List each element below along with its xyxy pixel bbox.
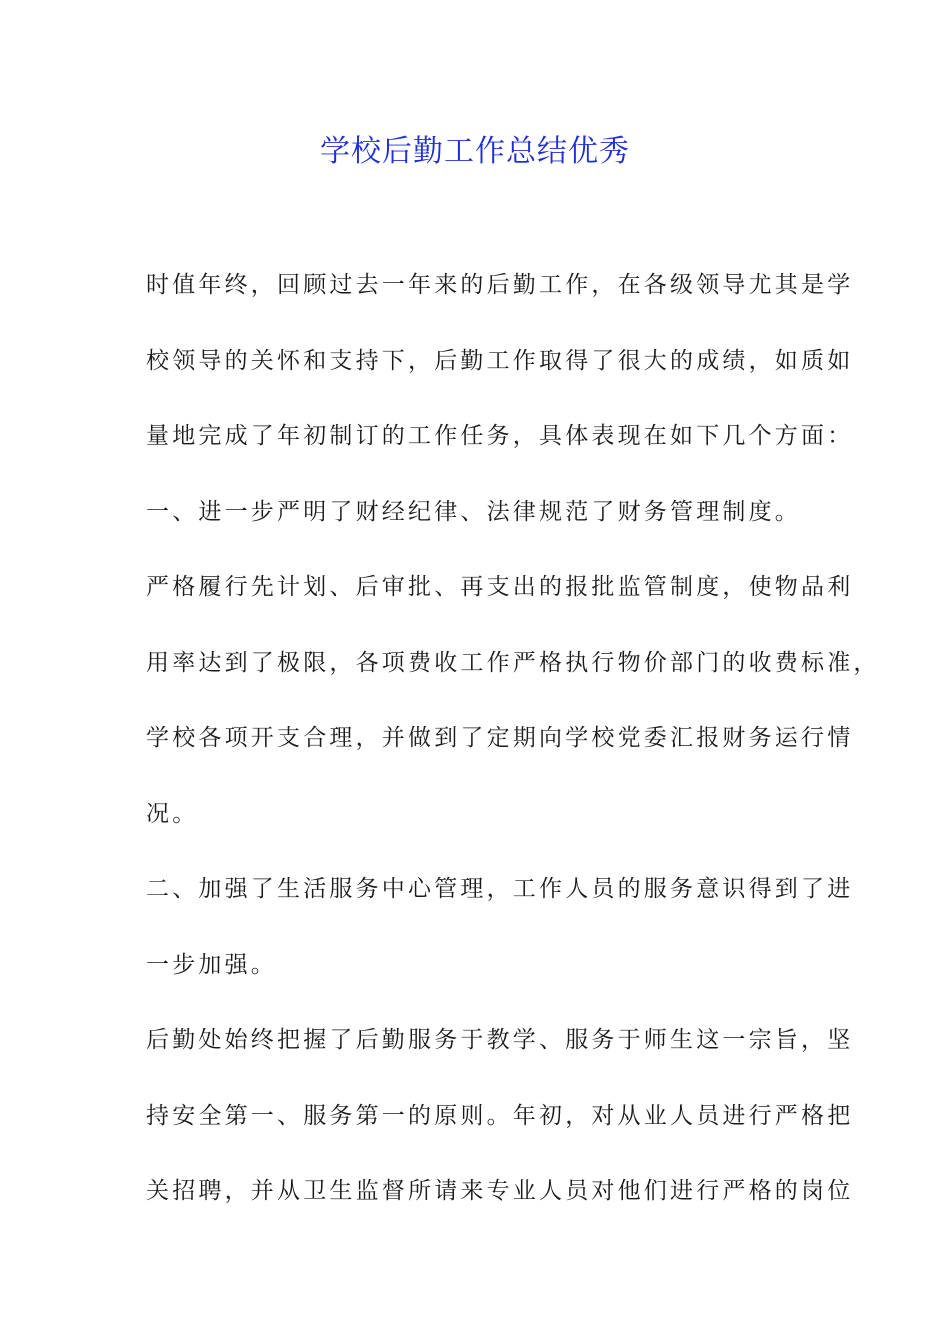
body-line: 时值年终，回顾过去一年来的后勤工作，在各级领导尤其是学 [146,272,854,298]
body-line: 学校各项开支合理，并做到了定期向学校党委汇报财务运行情 [146,725,854,751]
body-line: 关招聘，并从卫生监督所请来专业人员对他们进行严格的岗位 [146,1178,854,1204]
document-body [146,262,880,1244]
body-line: 量地完成了年初制订的工作任务，具体表现在如下几个方面： [146,423,854,449]
body-line: 校领导的关怀和支持下，后勤工作取得了很大的成绩，如质如 [146,347,854,374]
body-line: 用率达到了极限，各项费收工作严格执行物价部门的收费标准， [146,649,880,676]
body-line: 后勤处始终把握了后勤服务于教学、服务于师生这一宗旨，坚 [146,1027,854,1053]
body-line: 况。 [146,800,199,827]
body-line: 严格履行先计划、后审批、再支出的报批监管制度，使物品利 [146,574,854,600]
body-line: 持安全第一、服务第一的原则。年初，对从业人员进行严格把 [146,1102,854,1129]
section-heading-2: 二、加强了生活服务中心管理，工作人员的服务意识得到了进 [146,876,854,902]
section-heading-2-cont: 一步加强。 [146,951,277,978]
section-heading-1: 一、进一步严明了财经纪律、法律规范了财务管理制度。 [146,498,801,525]
document-title: 学校后勤工作总结优秀 [320,134,630,169]
